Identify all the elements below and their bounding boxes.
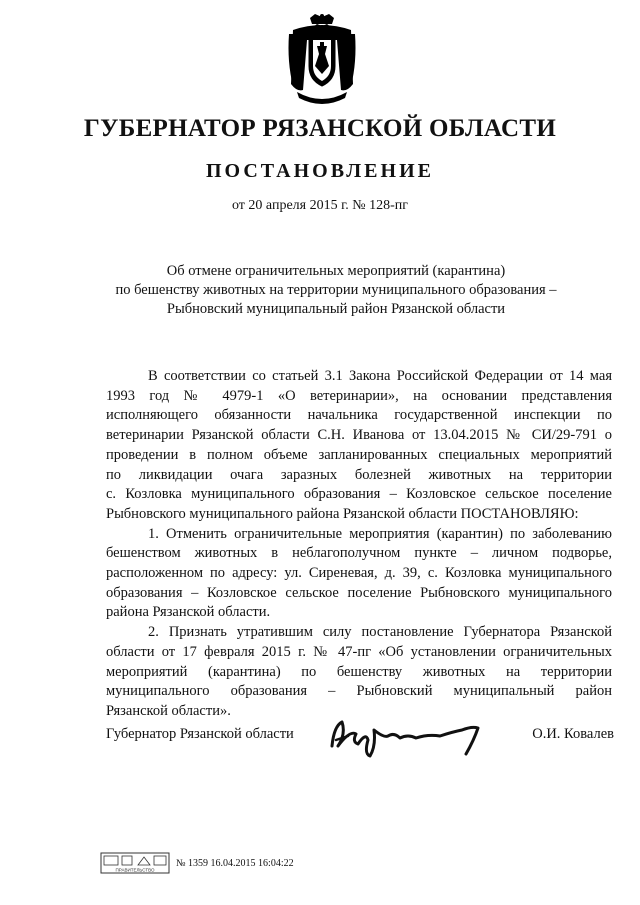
body-line: мероприятий (карантина) по бешенству животных на территории xyxy=(106,663,612,680)
body-line: области от 17 февраля 2015 г. № 47-пг «Об установлении ограничительных xyxy=(106,643,612,660)
body-line: исполняющего обязанности начальника государственной инспекции по xyxy=(106,407,612,424)
body-line: с. Козловка муниципального образования – Козловское сельское поселение xyxy=(106,486,612,503)
body-line: района Рязанской области. xyxy=(106,604,271,621)
body-line: муниципального образования – Рыбновский муниципальный район xyxy=(106,683,612,700)
signature-block xyxy=(106,722,614,762)
decree-date-number: от 20 апреля 2015 г. № 128-пг xyxy=(231,198,408,213)
decree-body xyxy=(106,367,612,722)
registry-footer xyxy=(100,852,340,876)
body-line: В соответствии со статьей 3.1 Закона Российской Федерации от 14 мая xyxy=(148,368,612,384)
stamp-text: ПРАВИТЕЛЬСТВО xyxy=(115,867,155,873)
governor-title: ГУБЕРНАТОР РЯЗАНСКОЙ ОБЛАСТИ xyxy=(83,115,557,142)
body-line: 1. Отменить ограничительные мероприятия (карантин) по заболеванию xyxy=(148,525,612,542)
handwritten-signature-icon xyxy=(328,716,498,760)
body-line: по ликвидации очага заразных болезней животных на территории xyxy=(106,466,612,483)
subject-line: по бешенству животных на территории муниципального образования – xyxy=(115,282,557,298)
ryazan-coat-of-arms-icon xyxy=(287,14,357,110)
signatory-name: О.И. Ковалев xyxy=(532,726,614,742)
body-line: 1993 год № 4979-1 «О ветеринарии», на основании представления xyxy=(106,387,612,404)
body-line: Рязанской области». xyxy=(106,702,231,719)
body-line: Рыбновского муниципального района Рязанской области ПОСТАНОВЛЯЮ: xyxy=(106,505,579,522)
body-line: 2. Признать утратившим силу постановление Губернатора Рязанской xyxy=(148,624,612,641)
body-line: расположенном по адресу: ул. Сиреневая, д. 39, с. Козловка муниципального xyxy=(106,565,612,582)
subject-line: Об отмене ограничительных мероприятий (карантина) xyxy=(166,263,506,279)
document-registry-stamp-icon xyxy=(100,852,170,874)
decree-subject xyxy=(96,262,576,319)
registry-number: № 1359 16.04.2015 16:04:22 xyxy=(176,858,294,869)
decree-word: ПОСТАНОВЛЕНИЕ xyxy=(206,160,434,182)
body-line: проведении в полном объеме запланированных специальных мероприятий xyxy=(106,446,612,463)
body-line: образования – Козловское сельское поселение Рыбновского муниципального xyxy=(106,584,612,601)
subject-line: Рыбновский муниципальный район Рязанской области xyxy=(166,301,506,317)
body-line: бешенством животных в неблагополучном пункте – личном подворье, xyxy=(106,545,612,562)
body-line: ветеринарии Рязанской области С.Н. Иванова от 13.04.2015 № СИ/29-791 о xyxy=(106,427,612,444)
signatory-position: Губернатор Рязанской области xyxy=(106,726,294,742)
